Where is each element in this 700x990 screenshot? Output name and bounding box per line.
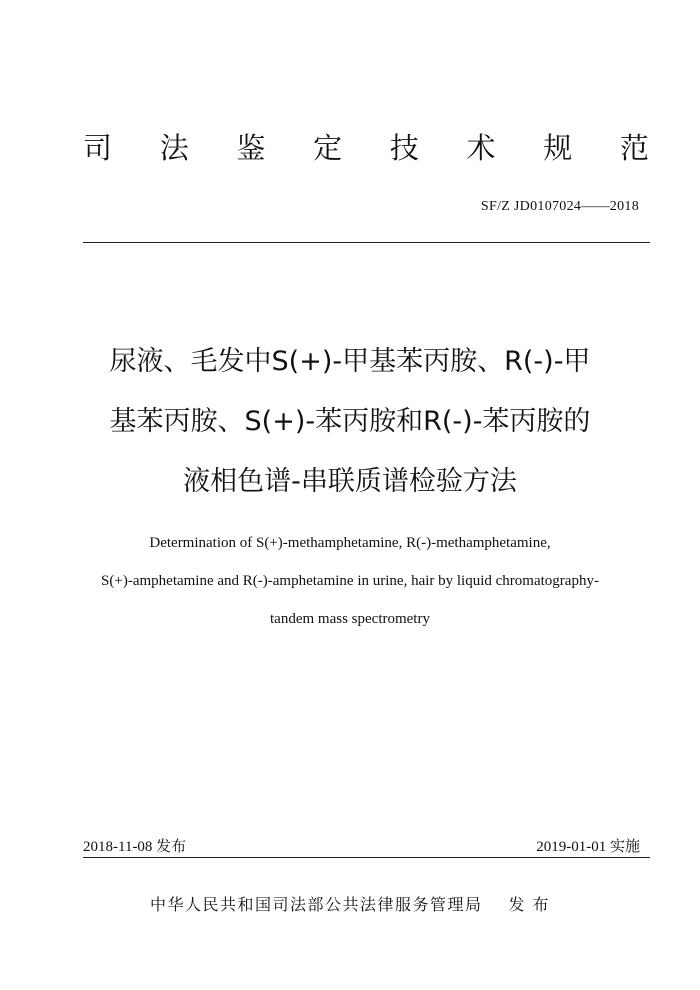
- chinese-title-line: 液相色谱-串联质谱检验方法: [183, 466, 517, 497]
- document-category-header: [83, 128, 649, 168]
- header-char: 定: [313, 131, 343, 165]
- header-char: 规: [543, 131, 573, 165]
- chinese-title-line: 尿液、毛发中S(+)-甲基苯丙胺、R(-)-甲: [109, 346, 591, 377]
- english-title-line: Determination of S(+)-methamphetamine, R(-)-methamphetamine,: [149, 535, 551, 551]
- publish-date: 2018-11-08 发布: [83, 839, 187, 855]
- issuer-action: 发 布: [508, 895, 551, 914]
- top-divider: [83, 242, 650, 243]
- issuing-authority: [0, 893, 700, 917]
- issuer-name: 中华人民共和国司法部公共法律服务管理局: [149, 895, 483, 914]
- chinese-title: [60, 332, 640, 512]
- standard-code: SF/Z JD0107024——2018: [480, 199, 639, 214]
- english-title-line: tandem mass spectrometry: [270, 611, 430, 627]
- header-char: 术: [466, 131, 496, 165]
- effective-date: 2019-01-01 实施: [536, 839, 640, 855]
- header-char: 范: [619, 131, 649, 165]
- header-char: 法: [159, 131, 189, 165]
- bottom-divider: [83, 857, 650, 858]
- header-char: 鉴: [236, 131, 266, 165]
- header-char: 司: [83, 131, 113, 165]
- english-title: [40, 524, 660, 638]
- date-row: [83, 834, 640, 856]
- chinese-title-line: 基苯丙胺、S(+)-苯丙胺和R(-)-苯丙胺的: [109, 406, 591, 437]
- header-char: 技: [389, 131, 419, 165]
- english-title-line: S(+)-amphetamine and R(-)-amphetamine in urine, hair by liquid chromatography-: [101, 573, 599, 589]
